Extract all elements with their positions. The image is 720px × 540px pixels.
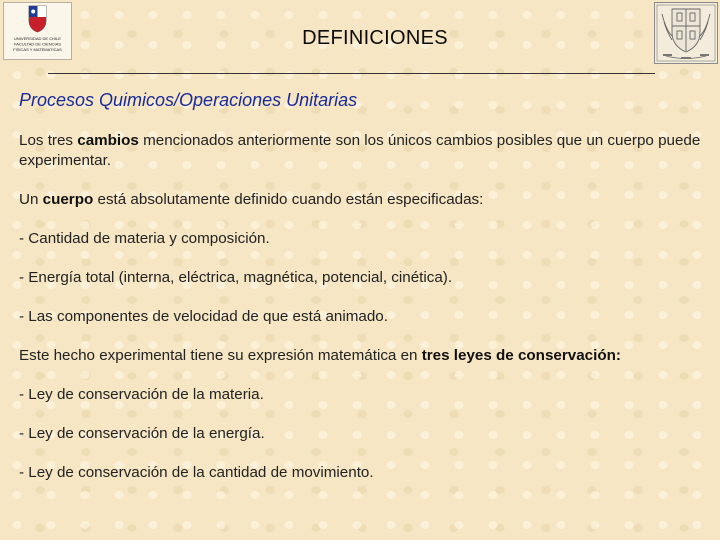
slide-body xyxy=(19,131,709,483)
list-item-velocidad: - Las componentes de velocidad de que está animado. xyxy=(19,308,388,325)
bold-cuerpo: cuerpo xyxy=(42,191,94,208)
paragraph-cambios: Los tres cambios mencionados anteriormente son los únicos cambios posibles que un cuerpo puede experimentar. xyxy=(19,132,701,169)
list-item-ley-energia: - Ley de conservación de la energía. xyxy=(19,425,265,442)
page-title: DEFINICIONES xyxy=(302,27,448,49)
paragraph-cuerpo: Un cuerpo está absolutamente definido cuando están especificadas: xyxy=(19,191,484,208)
logo-text-line-1: UNIVERSIDAD DE CHILE xyxy=(14,36,61,41)
list-item-energia-total: - Energía total (interna, eléctrica, magnética, potencial, cinética). xyxy=(19,269,453,286)
bold-tres-leyes: tres leyes de conservación: xyxy=(421,347,621,364)
title-divider xyxy=(48,73,655,74)
bold-cambios: cambios xyxy=(77,132,139,149)
list-item-materia: - Cantidad de materia y composición. xyxy=(19,230,270,247)
list-item-ley-movimiento: - Ley de conservación de la cantidad de movimiento. xyxy=(19,464,374,481)
logo-text-line-3: FISICAS Y MATEMATICAS xyxy=(13,47,62,52)
list-item-ley-materia: - Ley de conservación de la materia. xyxy=(19,386,264,403)
logo-text-line-2: FACULTAD DE CIENCIAS xyxy=(14,41,61,47)
paragraph-leyes: Este hecho experimental tiene su expresión matemática en tres leyes de conservación: xyxy=(19,347,621,364)
section-subtitle: Procesos Quimicos/Operaciones Unitarias xyxy=(19,90,358,110)
